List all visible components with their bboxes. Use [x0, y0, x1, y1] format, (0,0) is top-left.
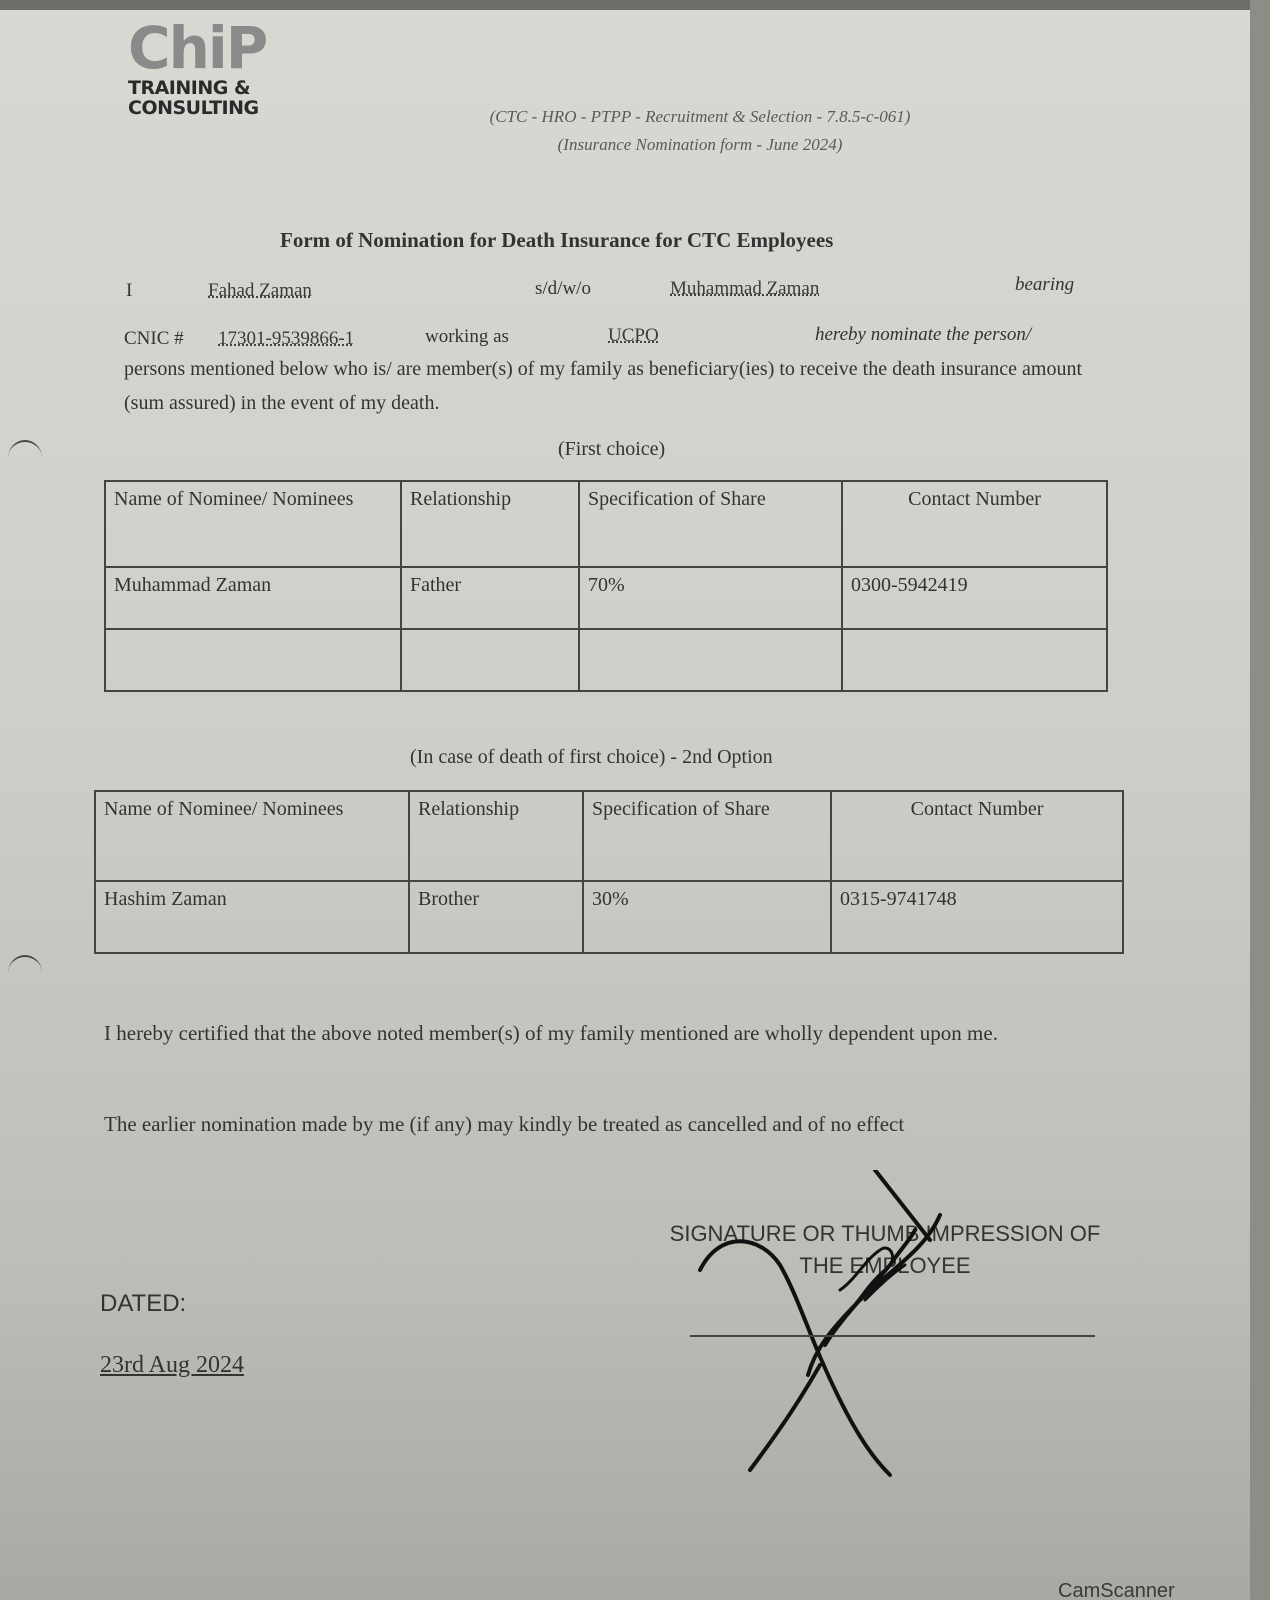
scan-right-edge: [1250, 0, 1270, 1600]
logo-line-2: CONSULTING: [128, 97, 259, 119]
cnic-label: CNIC #: [124, 328, 184, 349]
nominee-share: 30%: [583, 881, 831, 953]
first-choice-table: [104, 480, 1108, 692]
parent-name-field: Muhammad Zaman: [670, 278, 820, 299]
employee-name-field: Fahad Zaman: [208, 280, 312, 301]
date-value: 23rd Aug 2024: [100, 1352, 244, 1378]
table-header-row: [105, 481, 1107, 567]
nominee-contact: 0300-5942419: [842, 567, 1107, 629]
certification-statement: I hereby certified that the above noted member(s) of my family mentioned are wholly dependent upon me.: [104, 1021, 998, 1045]
header-relationship: Relationship: [409, 791, 583, 881]
signature-label-line-2: THE EMPLOYEE: [799, 1253, 971, 1278]
header-share: Specification of Share: [579, 481, 842, 567]
logo-mark: ChiP: [128, 14, 267, 82]
nominee-share: [579, 629, 842, 691]
header-nominee: Name of Nominee/ Nominees: [105, 481, 401, 567]
nominee-contact: [842, 629, 1107, 691]
logo-line-1: TRAINING &: [128, 77, 251, 99]
nominee-name: Muhammad Zaman: [105, 567, 401, 629]
document-reference: [440, 103, 960, 159]
table-row: [105, 567, 1107, 629]
nominee-relationship: Father: [401, 567, 579, 629]
scan-top-edge: [0, 0, 1270, 10]
table-row: [95, 881, 1123, 953]
signature-line: [690, 1335, 1095, 1337]
second-choice-table: [94, 790, 1124, 954]
earlier-nomination-note: The earlier nomination made by me (if any) may kindly be treated as cancelled and of no effect: [104, 1112, 905, 1136]
nominee-name: Hashim Zaman: [95, 881, 409, 953]
cnic-field: 17301-9539866-1: [218, 328, 355, 349]
second-choice-caption: (In case of death of first choice) - 2nd Option: [410, 746, 773, 768]
punch-hole-mark: [8, 955, 42, 991]
relation-label: s/d/w/o: [535, 278, 591, 299]
table-row: [105, 629, 1107, 691]
nominee-name: [105, 629, 401, 691]
header-contact: Contact Number: [842, 481, 1107, 567]
dated-label: DATED:: [100, 1290, 187, 1317]
form-title: Form of Nomination for Death Insurance for CTC Employees: [280, 228, 834, 252]
working-as-label: working as: [425, 326, 509, 347]
table-header-row: [95, 791, 1123, 881]
first-choice-caption: (First choice): [558, 438, 666, 460]
reference-line-2: (Insurance Nomination form - June 2024): [557, 135, 843, 154]
signature-label-line-1: SIGNATURE OR THUMB IMPRESSION OF: [669, 1221, 1101, 1246]
bearing-text: bearing: [1015, 274, 1075, 295]
reference-line-1: (CTC - HRO - PTPP - Recruitment & Selection - 7.8.5-c-061): [489, 107, 911, 126]
header-share: Specification of Share: [583, 791, 831, 881]
designation-field: UCPO: [608, 325, 659, 346]
header-contact: Contact Number: [831, 791, 1123, 881]
scanner-watermark: CamScanner: [1058, 1580, 1175, 1600]
nominee-contact: 0315-9741748: [831, 881, 1123, 953]
nominee-share: 70%: [579, 567, 842, 629]
pronoun-i: I: [126, 280, 133, 301]
declaration-paragraph: persons mentioned below who is/ are member(s) of my family as beneficiary(ies) to receive the death insurance amount (sum assured) in the event of my death.: [124, 358, 1082, 414]
nominee-relationship: Brother: [409, 881, 583, 953]
header-relationship: Relationship: [401, 481, 579, 567]
nominee-relationship: [401, 629, 579, 691]
punch-hole-mark: [8, 440, 42, 476]
handwritten-signature: [690, 1170, 990, 1490]
nominate-text: hereby nominate the person/: [815, 324, 1032, 345]
company-logo: [128, 14, 278, 119]
header-nominee: Name of Nominee/ Nominees: [95, 791, 409, 881]
